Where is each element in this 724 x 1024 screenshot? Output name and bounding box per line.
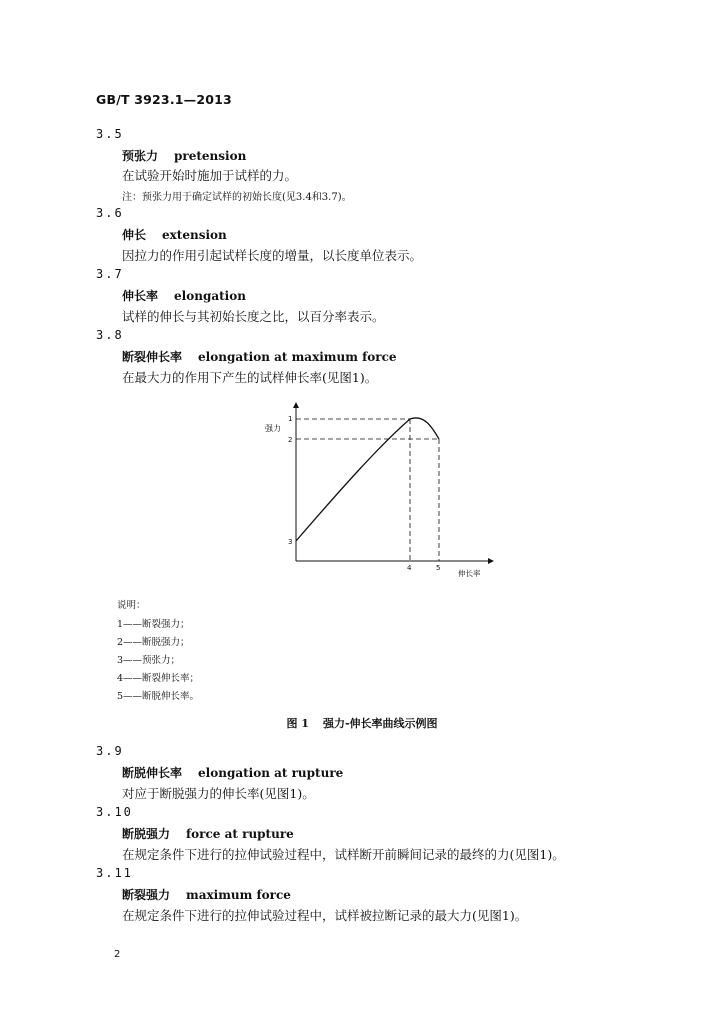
point-label-5: 5 bbox=[436, 564, 441, 572]
term-heading bbox=[122, 147, 246, 164]
term-definition: 对应于断脱强力的伸长率(见图1)。 bbox=[122, 786, 315, 801]
clause-number: 3.6 bbox=[96, 206, 124, 220]
term-definition: 在最大力的作用下产生的试样伸长率(见图1)。 bbox=[122, 370, 378, 385]
term-cn: 断脱强力 bbox=[122, 827, 171, 841]
term-heading bbox=[122, 886, 291, 903]
term-definition: 在规定条件下进行的拉伸试验过程中，试样断开前瞬间记录的最终的力(见图1)。 bbox=[122, 847, 565, 862]
term-en: elongation at rupture bbox=[198, 766, 344, 780]
legend-item: 5——断脱伸长率。 bbox=[117, 691, 200, 702]
legend-item: 3——预张力； bbox=[117, 655, 181, 666]
point-label-2: 2 bbox=[288, 436, 293, 444]
term-cn: 预张力 bbox=[122, 149, 159, 163]
y-axis-label: 强力 bbox=[265, 424, 281, 433]
clause-number: 3.11 bbox=[96, 866, 133, 880]
figure-caption bbox=[0, 715, 724, 731]
figure-caption-number: 图 1 bbox=[286, 717, 309, 730]
force-elongation-figure bbox=[250, 400, 510, 590]
point-label-3: 3 bbox=[288, 538, 293, 546]
term-cn: 断裂强力 bbox=[122, 888, 171, 902]
term-cn: 断裂伸长率 bbox=[122, 350, 183, 364]
legend-item: 2——断脱强力； bbox=[117, 637, 190, 648]
legend-title: 说明： bbox=[117, 600, 146, 611]
term-cn: 伸长率 bbox=[122, 289, 159, 303]
term-definition: 在规定条件下进行的拉伸试验过程中，试样被拉断记录的最大力(见图1)。 bbox=[122, 908, 528, 923]
term-heading bbox=[122, 226, 227, 243]
term-definition: 因拉力的作用引起试样长度的增量，以长度单位表示。 bbox=[122, 248, 423, 263]
term-cn: 伸长 bbox=[122, 228, 147, 242]
figure-caption-text: 强力-伸长率曲线示例图 bbox=[322, 717, 438, 730]
term-definition: 试样的伸长与其初始长度之比，以百分率表示。 bbox=[122, 309, 385, 324]
page-number: 2 bbox=[114, 949, 121, 960]
clause-number: 3.9 bbox=[96, 744, 124, 758]
clause-number: 3.10 bbox=[96, 805, 133, 819]
term-heading bbox=[122, 764, 343, 781]
standard-number: GB/T 3923.1—2013 bbox=[96, 92, 232, 107]
term-en: maximum force bbox=[186, 888, 291, 902]
point-label-1: 1 bbox=[288, 415, 293, 423]
legend-item: 1——断裂强力； bbox=[117, 619, 190, 630]
term-definition: 在试验开始时施加于试样的力。 bbox=[122, 168, 298, 183]
term-note: 注：预张力用于确定试样的初始长度(见3.4和3.7)。 bbox=[122, 192, 352, 203]
term-en: pretension bbox=[174, 149, 247, 163]
clause-number: 3.8 bbox=[96, 328, 124, 342]
term-en: extension bbox=[162, 228, 227, 242]
point-label-4: 4 bbox=[407, 564, 412, 572]
term-heading bbox=[122, 825, 294, 842]
legend-item: 4——断裂伸长率； bbox=[117, 673, 200, 684]
x-axis-label: 伸长率 bbox=[458, 569, 481, 578]
force-elongation-curve bbox=[296, 418, 439, 541]
term-cn: 断脱伸长率 bbox=[122, 766, 183, 780]
term-en: elongation at maximum force bbox=[198, 350, 397, 364]
term-heading bbox=[122, 348, 397, 365]
term-heading bbox=[122, 287, 246, 304]
term-en: elongation bbox=[174, 289, 246, 303]
term-en: force at rupture bbox=[186, 827, 294, 841]
clause-number: 3.5 bbox=[96, 127, 124, 141]
clause-number: 3.7 bbox=[96, 267, 124, 281]
